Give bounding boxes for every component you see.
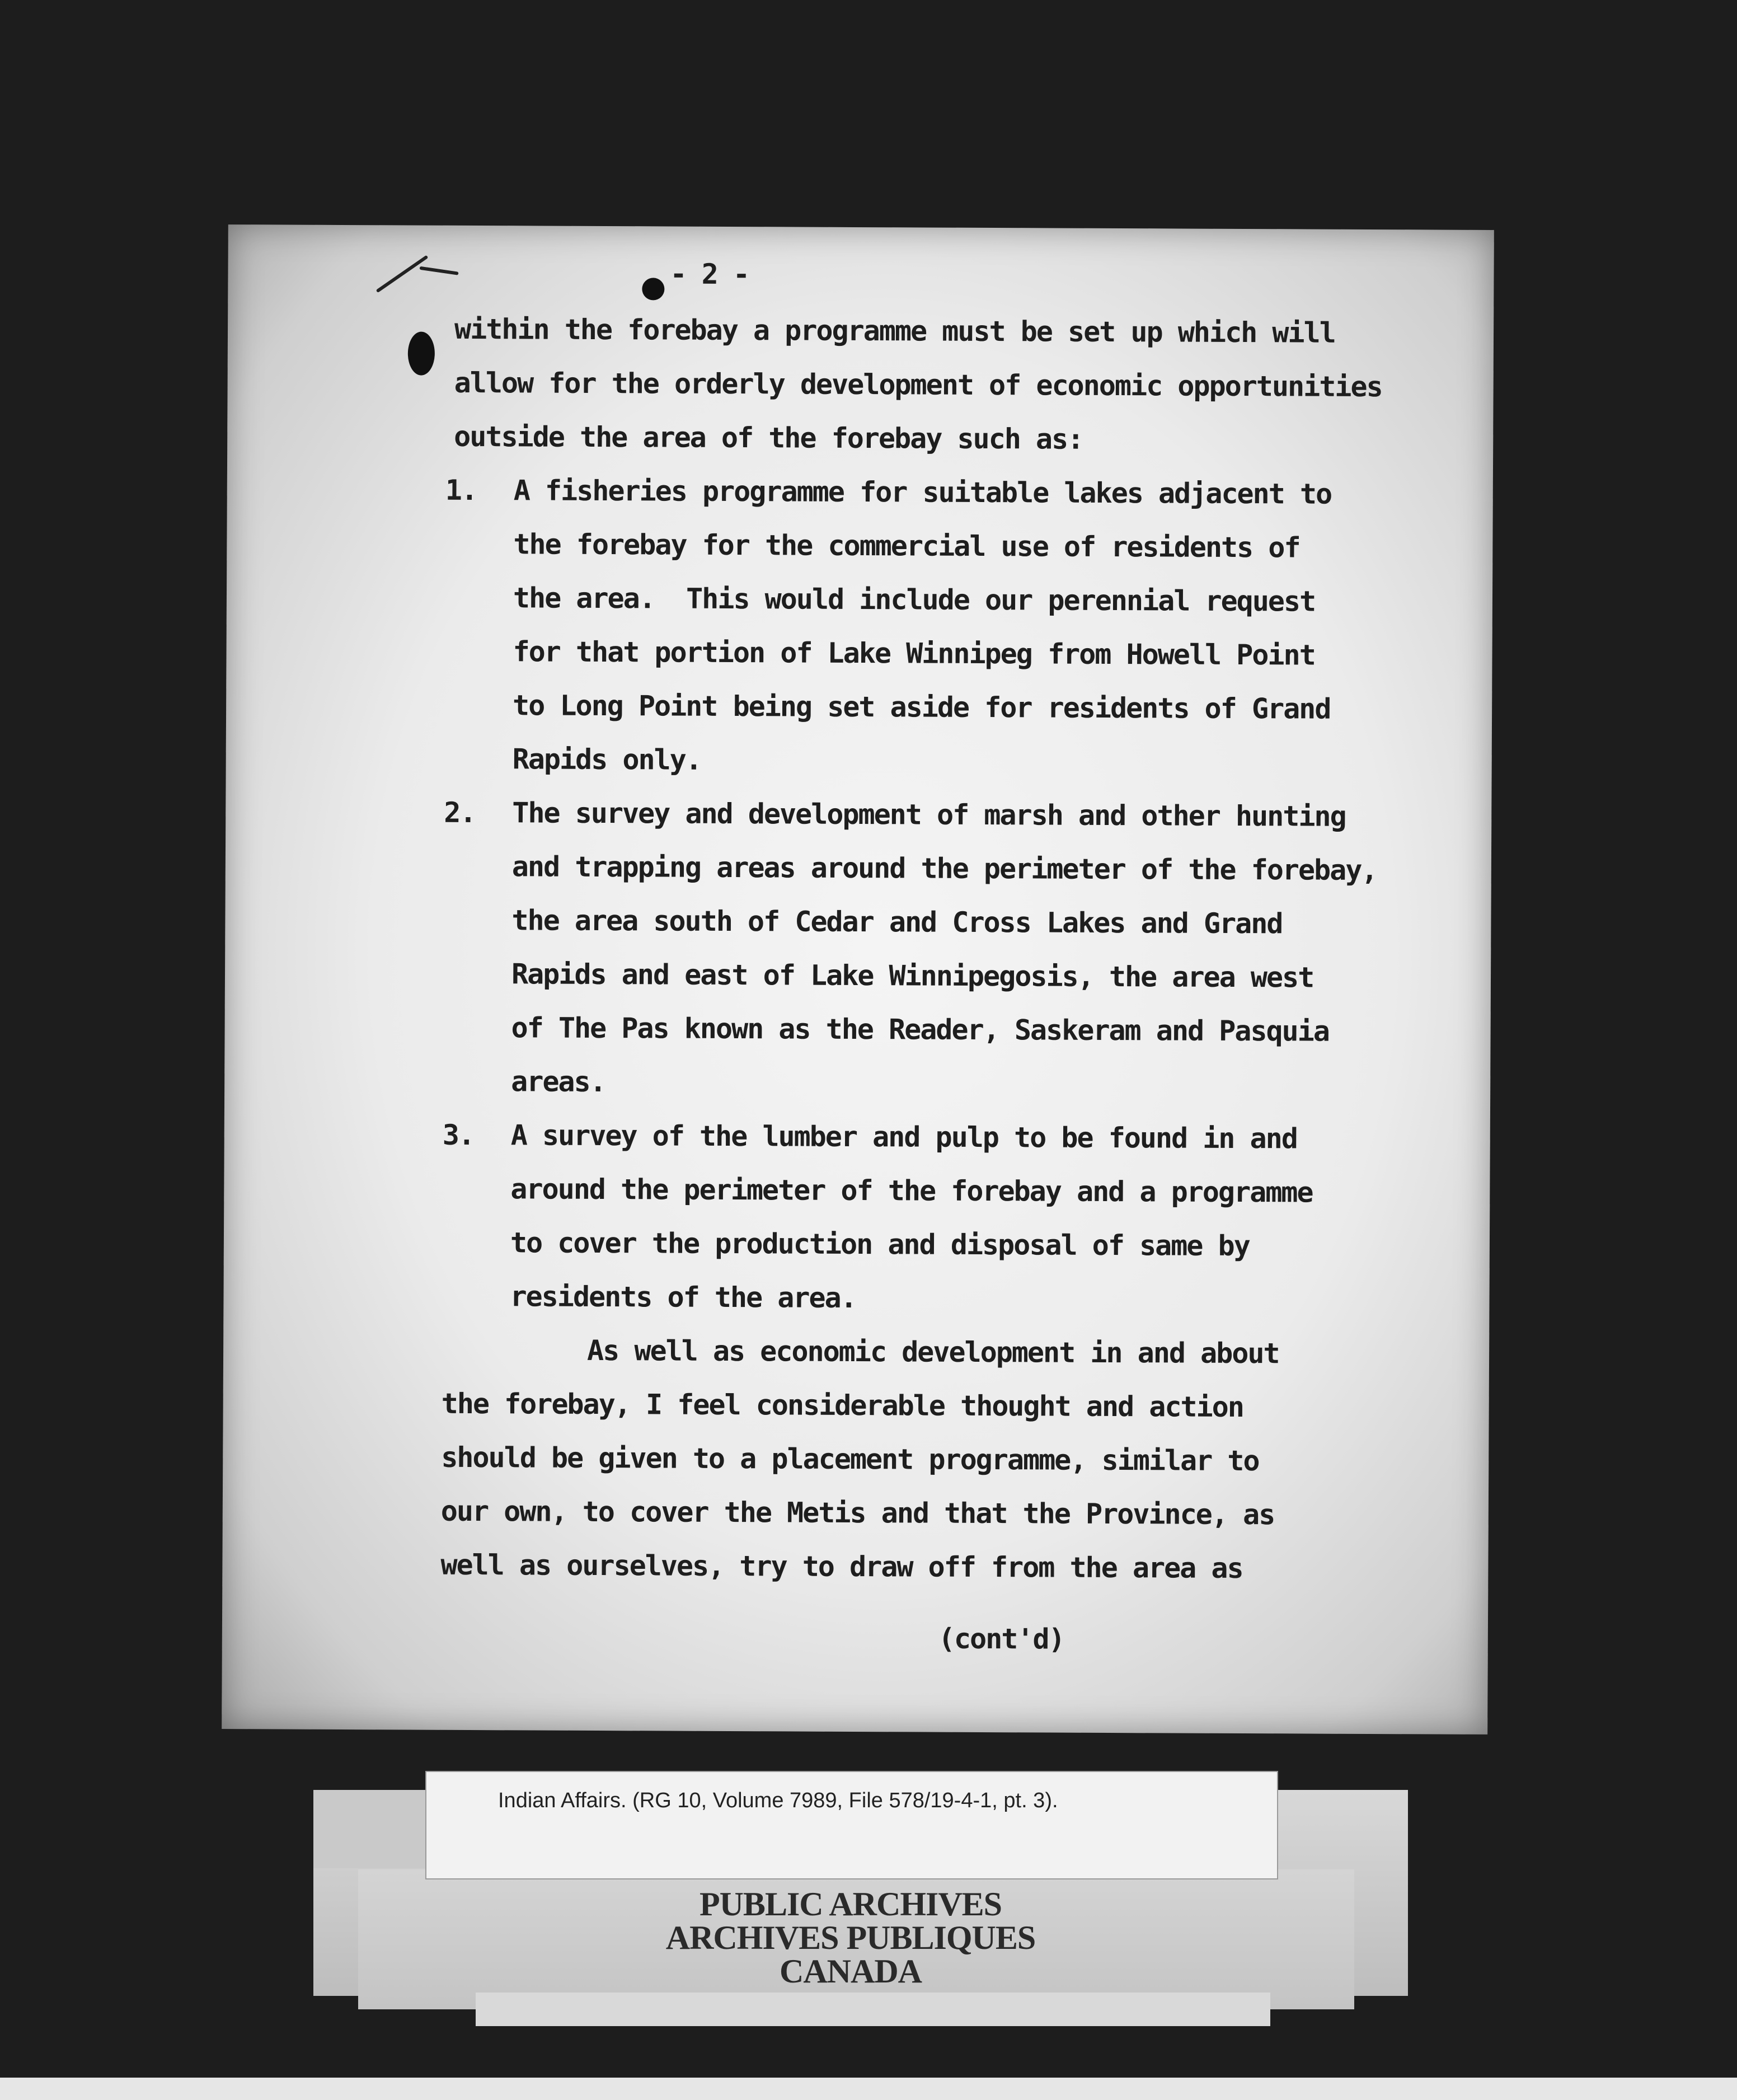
list-item-number: 1. xyxy=(445,474,477,507)
list-item-line: the forebay for the commercial use of residents of xyxy=(513,528,1300,564)
paragraph-line: should be given to a placement programme, similar to xyxy=(441,1441,1259,1478)
list-item-line: areas. xyxy=(511,1065,605,1099)
ink-blot xyxy=(642,278,664,300)
list-item-line: of The Pas known as the Reader, Saskeram and Pasquia xyxy=(511,1011,1330,1048)
pen-mark xyxy=(376,255,429,293)
archive-citation: Indian Affairs. (RG 10, Volume 7989, File 578/19-4-1, pt. 3). xyxy=(498,1789,1058,1812)
continued-note: (cont'd) xyxy=(938,1622,1064,1656)
document-page xyxy=(222,224,1494,1735)
list-item-line: to Long Point being set aside for residents of Grand xyxy=(513,689,1331,725)
film-edge xyxy=(0,2078,1737,2100)
body-line: within the forebay a programme must be set up which will xyxy=(454,312,1335,349)
archive-label-tab xyxy=(313,1790,425,1868)
list-item-line: for that portion of Lake Winnipeg from Howell Point xyxy=(513,635,1315,672)
paragraph-line: well as ourselves, try to draw off from the area as xyxy=(440,1548,1243,1585)
list-item-line: around the perimeter of the forebay and a programme xyxy=(510,1173,1313,1209)
paragraph-line: the forebay, I feel considerable thought and action xyxy=(441,1387,1244,1424)
list-item-line: Rapids and east of Lake Winnipegosis, the area west xyxy=(511,958,1314,994)
list-item-number: 2. xyxy=(444,796,476,829)
body-line: allow for the orderly development of economic opportunities xyxy=(454,366,1382,404)
page-number: - 2 - xyxy=(670,257,749,291)
pen-mark xyxy=(419,266,458,275)
list-item-line: Rapids only. xyxy=(512,743,702,776)
ink-blot xyxy=(408,331,435,375)
archive-stamp-line: CANADA xyxy=(780,1953,922,1990)
archive-stamp-strip xyxy=(476,1993,1270,2026)
paragraph-line: our own, to cover the Metis and that the Province, as xyxy=(440,1494,1275,1531)
list-item-number: 3. xyxy=(442,1118,475,1152)
list-item-line: residents of the area. xyxy=(510,1280,856,1314)
archive-citation-card xyxy=(425,1771,1278,1879)
archive-stamp-line: ARCHIVES PUBLIQUES xyxy=(665,1919,1036,1956)
list-item-line: to cover the production and disposal of same by xyxy=(510,1226,1250,1263)
list-item-line: the area south of Cedar and Cross Lakes and Grand xyxy=(511,904,1283,940)
archive-stamp-line: PUBLIC ARCHIVES xyxy=(699,1886,1002,1923)
paragraph-line: As well as economic development in and about xyxy=(586,1334,1279,1370)
list-item-line: the area. This would include our perennial request xyxy=(513,582,1316,618)
list-item-line: and trapping areas around the perimeter of the forebay, xyxy=(511,850,1377,887)
list-item-line: A survey of the lumber and pulp to be found in and xyxy=(510,1119,1298,1155)
list-item-line: A fisheries programme for suitable lakes adjacent to xyxy=(513,474,1332,510)
body-line: outside the area of the forebay such as: xyxy=(454,420,1083,456)
list-item-line: The survey and development of marsh and other hunting xyxy=(512,796,1346,833)
